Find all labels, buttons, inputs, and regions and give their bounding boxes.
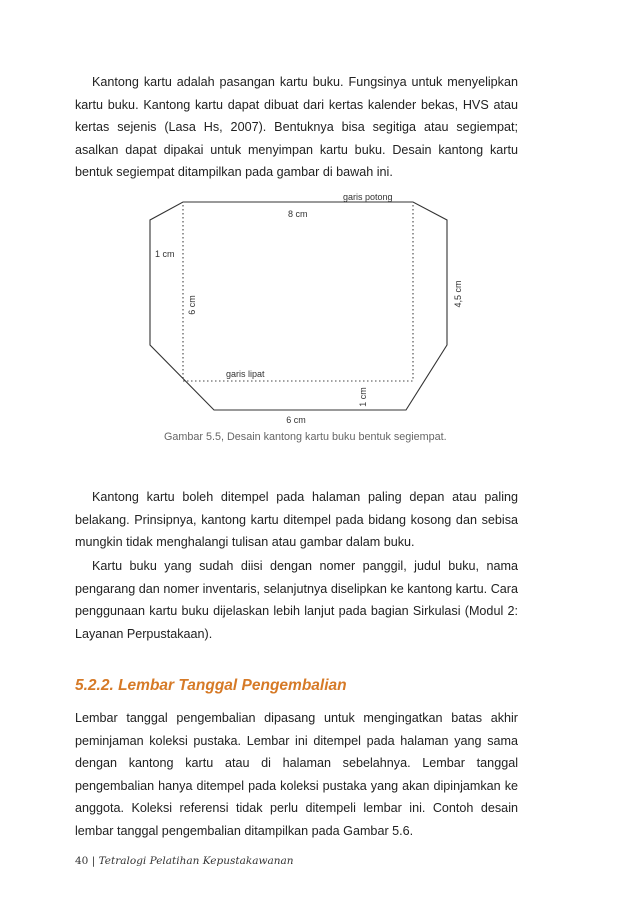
paragraph-return-date: Lembar tanggal pengembalian dipasang untuk mengingatkan batas akhir peminjaman koleksi pustaka. Lembar ini ditempel pada halaman yang sama dengan kantong kartu atau di halaman sebelahnya. Lembar tanggal pengembalian hanya ditempel pada koleksi pustaka yang akan dipinjamkan ke anggota. Koleksi referensi tidak perlu ditempeli lembar ini. Contoh desain lembar tanggal pengembalian ditampilkan pada Gambar 5.6. <box>75 711 518 838</box>
label-6cm-bottom: 6 cm <box>286 415 306 425</box>
paragraph-usage: Kartu buku yang sudah diisi dengan nomer panggil, judul buku, nama pengarang dan nomer inventaris, selanjutnya diselipkan ke kantong kartu. Cara penggunaan kartu buku dijelaskan lebih lanjut pada bagian Sirkulasi (Modul 2: Layanan Perpustakaan). <box>75 559 518 641</box>
paragraph-placement: Kantong kartu boleh ditempel pada halaman paling depan atau paling belakang. Prinsipnya, kantong kartu ditempel pada bidang kosong dan sebisa mungkin tidak menghalangi tulisan atau gambar dalam buku. <box>75 490 518 550</box>
label-6cm: 6 cm <box>187 295 197 315</box>
figure-caption: Gambar 5.5, Desain kantong kartu buku bentuk segiempat. <box>164 431 447 443</box>
label-1cm-bottom: 1 cm <box>358 387 368 407</box>
page-footer <box>75 855 294 867</box>
label-4-5cm: 4,5 cm <box>453 280 463 308</box>
label-garis-potong: garis potong <box>343 192 393 202</box>
paragraph-intro: Kantong kartu adalah pasangan kartu buku. Fungsinya untuk menyelipkan kartu buku. Kantong kartu dapat dibuat dari kertas kalender bekas, HVS atau kertas sejenis (Lasa Hs, 2007). Bentuknya bisa segitiga atau segiempat; asalkan dapat dipakai untuk menyimpan kartu buku. Desain kantong kartu bentuk segiempat ditampilkan pada gambar di bawah ini. <box>75 75 518 180</box>
label-8cm: 8 cm <box>288 209 308 219</box>
page-number: 40 <box>75 855 89 867</box>
label-garis-lipat: garis lipat <box>226 369 265 379</box>
section-heading: 5.2.2. Lembar Tanggal Pengembalian <box>75 677 347 694</box>
label-1cm-top: 1 cm <box>155 249 175 259</box>
card-pocket-diagram <box>0 0 638 440</box>
footer-title: Tetralogi Pelatihan Kepustakawanan <box>98 855 294 867</box>
footer-separator: | <box>91 855 96 867</box>
